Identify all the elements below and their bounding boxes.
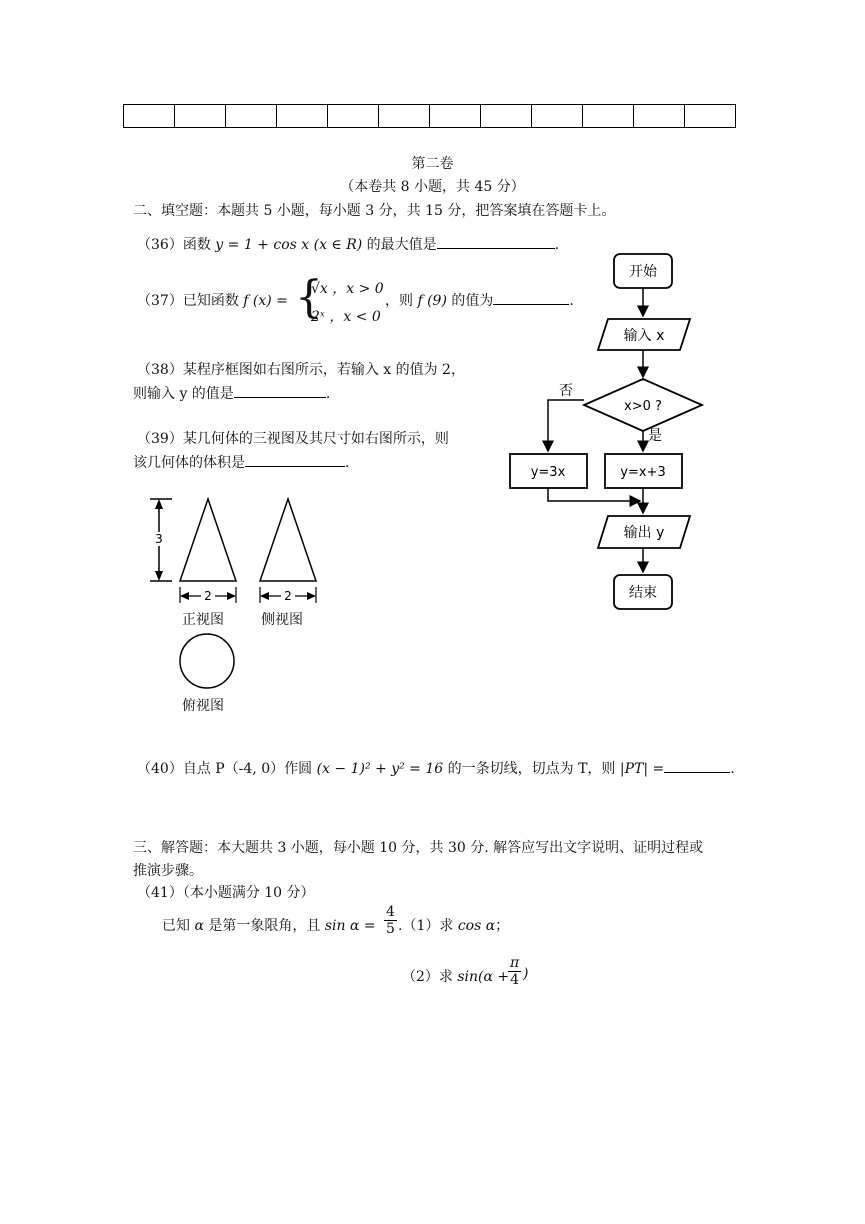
top-view-circle	[180, 634, 234, 688]
q40-text1: （40）自点 P（-4, 0）作圆	[137, 761, 317, 777]
q37-number: （37）	[137, 293, 183, 309]
q41-semi: ；	[495, 918, 510, 934]
top-view-caption: 俯视图	[182, 698, 224, 714]
answer-cell[interactable]	[430, 105, 481, 128]
q37-f9: f (9)	[417, 293, 447, 309]
q39-answer-blank[interactable]	[245, 454, 345, 467]
no-branch-arrow	[548, 400, 584, 451]
side-view-triangle	[260, 499, 316, 581]
answer-cell[interactable]	[124, 105, 175, 128]
fraction-numerator: 4	[386, 904, 395, 920]
fraction-denominator: 4	[510, 972, 520, 988]
arrow-right-icon	[227, 592, 236, 600]
side-view-caption: 侧视图	[261, 612, 303, 628]
arrow-left-icon	[260, 592, 269, 600]
q38-line1: （38）某程序框图如右图所示，若输入 x 的值为 2，	[137, 362, 465, 378]
q37-end: .	[569, 293, 574, 309]
height-label: 3	[155, 532, 163, 546]
section2-title: 二、填空题：本题共 5 小题，每小题 3 分，共 15 分，把答案填在答题卡上。	[133, 203, 616, 219]
q36-pre: 函数	[182, 237, 216, 253]
section3-line1: 三、解答题：本大题共 3 小题，每小题 10 分，共 30 分. 解答应写出文字说明、证明过程或	[133, 840, 704, 856]
arrow-left-icon	[180, 592, 189, 600]
q37-case1: √x ，x > 0	[311, 281, 384, 297]
fraction-numerator: π	[510, 955, 520, 971]
answer-cell[interactable]	[583, 105, 634, 128]
q41-mid: 是第一象限角，且	[203, 918, 325, 934]
left-process-label: y=3x	[530, 465, 566, 480]
q39-line1: （39）某几何体的三视图及其尺寸如右图所示，则	[137, 431, 449, 447]
output-label: 输出 y	[623, 525, 665, 541]
q40-answer-blank[interactable]	[664, 760, 730, 773]
q40-text3: =	[648, 761, 665, 777]
brace-icon: {	[295, 272, 323, 323]
right-process-label: y=x+3	[620, 465, 666, 480]
fraction-denominator: 5	[386, 921, 395, 937]
fraction-pi-4	[508, 955, 521, 988]
answer-cell[interactable]	[226, 105, 277, 128]
side-width-label: 2	[284, 589, 292, 603]
q41-sin: sin α =	[324, 918, 376, 934]
q38-line2: 则输入 y 的值是	[133, 386, 234, 402]
question-40	[137, 758, 735, 778]
flowchart	[500, 245, 720, 620]
q39-line2: 该几何体的体积是	[133, 455, 245, 471]
q40-end: .	[730, 761, 735, 777]
answer-cell[interactable]	[685, 105, 736, 128]
answer-cell[interactable]	[175, 105, 226, 128]
q40-pt: |PT|	[619, 761, 649, 777]
answer-cell[interactable]	[379, 105, 430, 128]
q37-post: ，则	[385, 293, 418, 309]
side-view-figure	[250, 490, 325, 615]
q41-part2: （2）求	[402, 969, 458, 985]
q36-end: .	[554, 237, 560, 253]
q41-pre: 已知	[162, 918, 195, 934]
question-39-line2	[133, 452, 349, 472]
no-label: 否	[559, 383, 573, 399]
q38-end: .	[325, 386, 331, 402]
q41-part1: .（1）求	[398, 918, 458, 934]
start-label: 开始	[629, 264, 657, 280]
decision-label: x>0 ?	[624, 399, 662, 414]
answer-cell[interactable]	[532, 105, 583, 128]
q40-expression: (x − 1)² + y² = 16	[316, 761, 444, 777]
q38-answer-blank[interactable]	[234, 385, 326, 398]
q41-alpha: α	[194, 918, 204, 934]
fraction-4-5	[384, 904, 397, 937]
q37-post2: 的值为	[446, 293, 494, 309]
answer-cell[interactable]	[277, 105, 328, 128]
q41-close: )	[523, 966, 529, 982]
q37-pre: 已知函数	[182, 293, 244, 309]
question-36	[137, 234, 559, 254]
yes-label: 是	[648, 428, 662, 444]
q40-text2: 的一条切线，切点为 T，则	[443, 761, 620, 777]
volume-title: 第二卷	[411, 156, 454, 172]
answer-cell[interactable]	[634, 105, 685, 128]
q36-post: 的最大值是	[362, 237, 437, 253]
answer-grid	[123, 104, 736, 128]
volume-note: （本卷共 8 小题，共 45 分）	[340, 179, 525, 195]
end-label: 结束	[629, 585, 657, 601]
q39-end: .	[345, 455, 350, 471]
arrow-up-icon	[155, 499, 163, 509]
q37-lhs: f (x) =	[243, 293, 288, 309]
front-view-caption: 正视图	[182, 612, 224, 628]
q41-cos: cos α	[457, 918, 496, 934]
arrow-down-icon	[155, 571, 163, 581]
section3-line2: 推演步骤。	[133, 863, 203, 879]
q37-case2: 2ˣ ，x < 0	[311, 309, 381, 325]
q36-number: （36）	[137, 237, 183, 253]
front-width-label: 2	[204, 589, 212, 603]
answer-cell[interactable]	[481, 105, 532, 128]
arrow-right-icon	[307, 592, 316, 600]
q41-sin2: sin(α +	[457, 969, 510, 985]
front-view-triangle	[180, 499, 236, 581]
answer-cell[interactable]	[328, 105, 379, 128]
q36-expression: y = 1 + cos x (x ∈ R)	[215, 237, 363, 253]
question-38-line2	[133, 383, 330, 403]
q41-header: （41）（本小题满分 10 分）	[137, 885, 315, 901]
input-label: 输入 x	[623, 328, 665, 344]
merge-arrow	[548, 488, 640, 501]
